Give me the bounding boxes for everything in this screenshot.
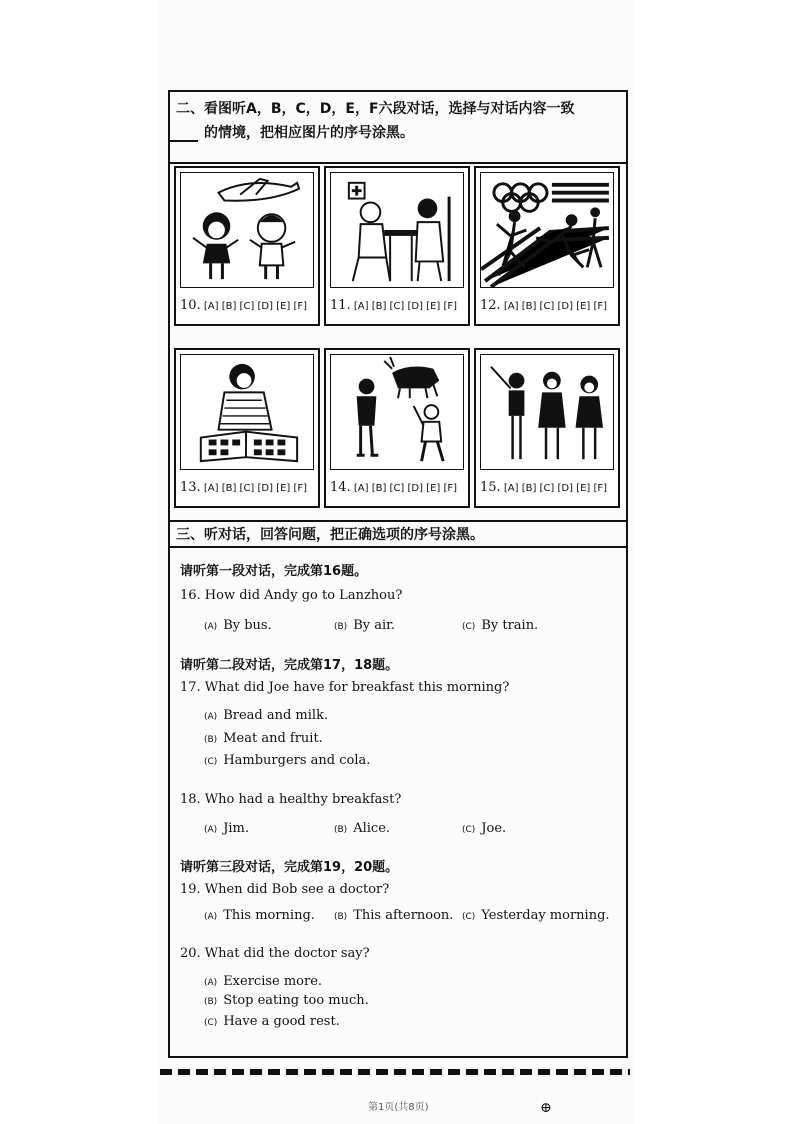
question-19: 19. When did Bob see a doctor? <box>180 882 390 897</box>
picture-options-13[interactable] <box>180 480 314 495</box>
q20-option-b[interactable]: (B) Stop eating too much. <box>204 993 369 1008</box>
q18-option-a[interactable]: (A) Jim. <box>204 821 250 836</box>
picture-options-15[interactable] <box>480 480 614 495</box>
q20-option-c[interactable]: (C) Have a good rest. <box>204 1014 340 1029</box>
answer-sheet-frame <box>168 90 628 1058</box>
page-footer: 第1页(共8页) <box>368 1102 429 1113</box>
option-letters: [A] [B] [C] [D] [E] [F] <box>203 301 308 312</box>
olympic-athletes-icon <box>480 172 614 288</box>
doctor-patient-icon <box>330 172 464 288</box>
picture-panel-10 <box>174 166 320 326</box>
option-letters: [A] [B] [C] [D] [E] [F] <box>353 483 458 494</box>
dialog2-instruction: 请听第二段对话，完成第17，18题。 <box>180 658 399 673</box>
picture-options-12[interactable] <box>480 298 614 313</box>
option-letters: [A] [B] [C] [D] [E] [F] <box>503 301 608 312</box>
question-20: 20. What did the doctor say? <box>180 946 370 961</box>
q17-option-a[interactable]: (A) Bread and milk. <box>204 708 329 723</box>
picture-panel-13 <box>174 348 320 508</box>
question-18: 18. Who had a healthy breakfast? <box>180 792 402 807</box>
q18-option-b[interactable]: (B) Alice. <box>334 821 391 836</box>
q16-option-b[interactable]: (B) By air. <box>334 618 396 633</box>
picture-panel-12 <box>474 166 620 326</box>
option-letters: [A] [B] [C] [D] [E] [F] <box>503 483 608 494</box>
bullfight-talk-icon <box>330 354 464 470</box>
q17-option-b[interactable]: (B) Meat and fruit. <box>204 731 323 746</box>
cut-line <box>160 1068 630 1076</box>
picture-options-11[interactable] <box>330 298 464 313</box>
teacher-students-icon <box>480 354 614 470</box>
q19-option-c[interactable]: (C) Yesterday morning. <box>462 908 610 923</box>
dialog1-instruction: 请听第一段对话，完成第16题。 <box>180 564 368 579</box>
q20-option-a[interactable]: (A) Exercise more. <box>204 974 323 989</box>
dialog3-instruction: 请听第三段对话，完成第19，20题。 <box>180 860 399 875</box>
section3-heading: 三、听对话，回答问题，把正确选项的序号涂黑。 <box>176 527 484 543</box>
q16-option-a[interactable]: (A) By bus. <box>204 618 272 633</box>
picture-options-10[interactable] <box>180 298 314 313</box>
picture-panel-14 <box>324 348 470 508</box>
picture-panel-15 <box>474 348 620 508</box>
option-letters: [A] [B] [C] [D] [E] [F] <box>353 301 458 312</box>
option-letters: [A] [B] [C] [D] [E] [F] <box>203 483 308 494</box>
picture-number: 13. <box>180 480 201 495</box>
q17-option-c[interactable]: (C) Hamburgers and cola. <box>204 753 371 768</box>
q16-option-c[interactable]: (C) By train. <box>462 618 539 633</box>
section2-rule <box>168 140 198 142</box>
question-17: 17. What did Joe have for breakfast this morning? <box>180 680 510 695</box>
airplane-two-children-icon <box>180 172 314 288</box>
picture-number: 11. <box>330 298 351 313</box>
picture-number: 12. <box>480 298 501 313</box>
section2-divider <box>170 162 626 164</box>
picture-number: 10. <box>180 298 201 313</box>
question-16: 16. How did Andy go to Lanzhou? <box>180 588 403 603</box>
registration-mark-icon: ⊕ <box>540 1100 552 1116</box>
picture-panel-11 <box>324 166 470 326</box>
picture-number: 14. <box>330 480 351 495</box>
q19-option-a[interactable]: (A) This morning. <box>204 908 315 923</box>
stamp-album-icon <box>180 354 314 470</box>
q19-option-b[interactable]: (B) This afternoon. <box>334 908 454 923</box>
picture-number: 15. <box>480 480 501 495</box>
q18-option-c[interactable]: (C) Joe. <box>462 821 507 836</box>
picture-options-14[interactable] <box>330 480 464 495</box>
section2-heading-line2: 的情境，把相应图片的序号涂黑。 <box>204 125 414 141</box>
section2-heading-line1: 二、看图听A，B，C，D，E，F六段对话，选择与对话内容一致 <box>176 101 575 117</box>
section3-heading-bar <box>170 520 626 548</box>
